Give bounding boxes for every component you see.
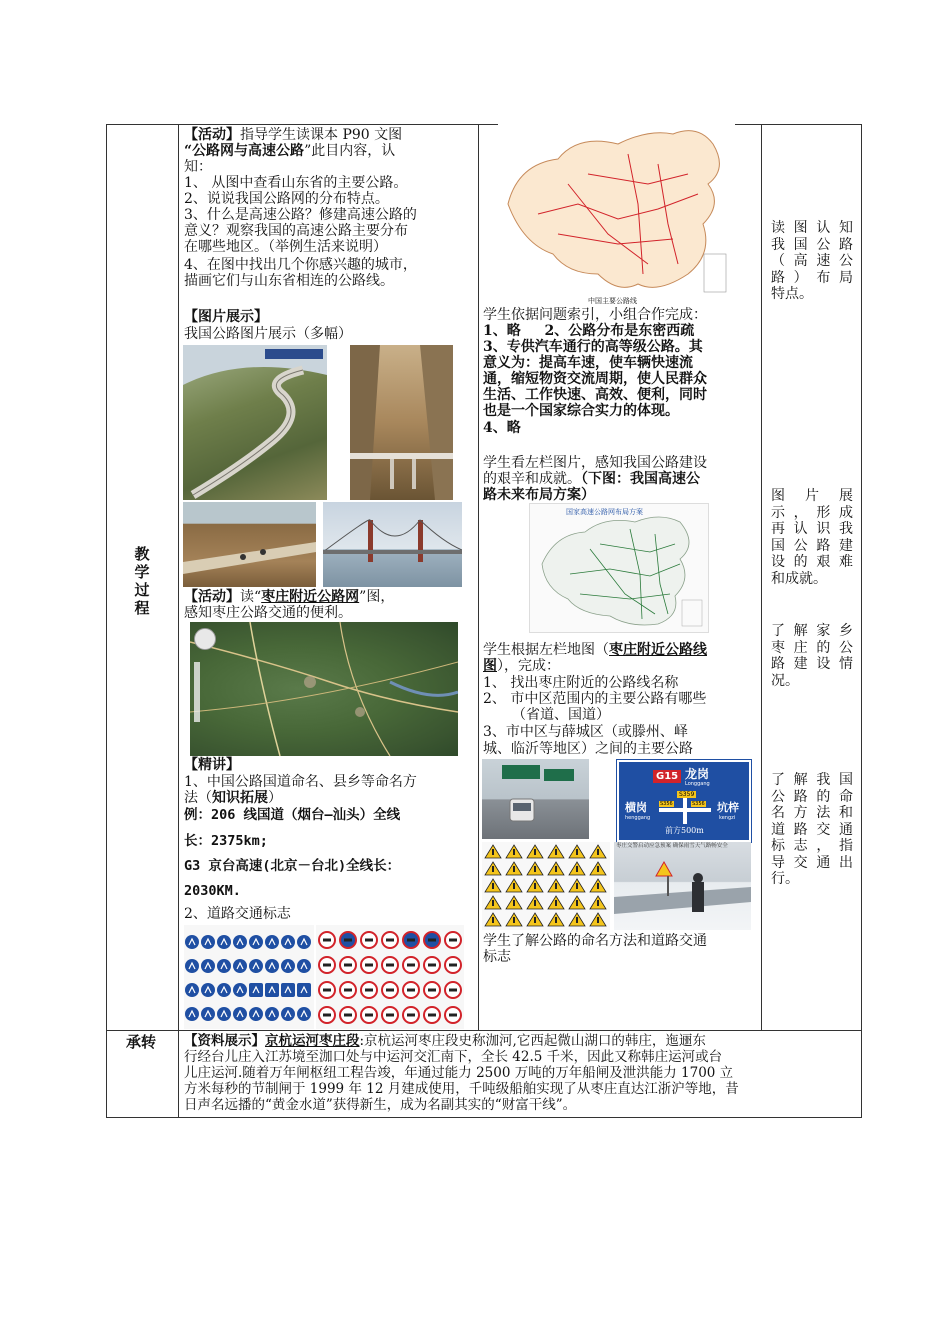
warning-sign-icon [527,845,543,858]
snow-photo-caption: 枣庄交警启动应急预案 确保雨雪天气路畅安全 [616,843,728,849]
red-sign-icon [319,1007,335,1023]
warning-sign-icon [485,862,501,875]
design-intent-4 [771,772,853,888]
intent-line: 图 片 展 [771,488,854,504]
intent-line: 标 志 ， 指 [771,838,854,854]
sign-s356-badge-left: S356 [660,801,673,807]
warning-sign-icon [485,845,501,858]
material-line3: 儿庄运河.随着万年闸枢纽工程告竣，年通过能力 2500 万吨的万年船闸及泄洪能力 1700 立 [184,1065,734,1081]
perceive-text: 的艰辛和成就。 [483,471,581,487]
sign-s359-badge: S359 [679,791,695,798]
red-sign-icon [403,982,419,998]
material-line5: 日声名远播的“黄金水道”获得新生，成为名副其实的“财富干线”。 [184,1097,577,1113]
canyon-bridge-photo [350,345,453,500]
snow-photo-drawing [614,842,751,930]
knowledge-expand: 知识拓展 [212,790,268,806]
activity-text: ”图， [359,589,395,605]
blue-traffic-signs-chart [184,925,314,1029]
sign-right-name: 坑梓 [717,801,739,814]
activity-text: 指导学生读课本 P90 文图 [240,127,403,143]
map-task-name: 枣庄附近公路线 [609,642,707,658]
intent-line: 我 国 公 路 [771,236,854,253]
student-answer-line4: 意义为：提高车速，使车辆快速流 [483,355,693,371]
student-naming-line1: 学生了解公路的命名方法和道路交通 [483,933,707,949]
red-sign-icon [445,1007,461,1023]
china-road-map [498,124,734,304]
student-answer-line1: 学生依据问题索引，小组合作完成： [483,307,707,323]
sign-cross-horizontal [659,808,711,812]
warning-sign-icon [506,913,522,926]
student-map-item1: 1、 找出枣庄附近的公路线名称 [483,675,679,691]
red-sign-icon [424,957,440,973]
design-intent-2 [771,488,853,587]
intent-line: 路 ） 布 局 [771,269,854,286]
label-teaching-process [133,545,151,617]
road-construction-drawing [183,502,316,587]
highway-mountain-drawing [183,345,327,500]
red-sign-icon [403,1007,419,1023]
intent-line: 行。 [771,871,799,887]
activity2-line1 [184,589,394,606]
example-line1: 例：206 线国道（烟台—汕头）全线 [184,807,401,823]
blue-sign-icon [233,1007,247,1021]
red-sign-icon [424,982,440,998]
red-sign-icon [445,957,461,973]
warning-signs-chart [482,842,610,930]
red-sign-icon [361,1007,377,1023]
intent-line: 设 的 艰 难 [771,554,854,570]
warning-sign-icon [485,879,501,892]
blue-sign-icon [185,1007,199,1021]
red-sign-icon [340,982,356,998]
intent-line: （ 高 速 公 [771,253,854,269]
lecture-line2 [184,790,282,807]
material-line1 [184,1033,706,1050]
blue-sign-icon [249,935,263,949]
intent-line: 读 图 认 知 [771,220,854,236]
heading-text: 【图片展示 [184,309,254,325]
student-answer-line5: 通，缩短物资交流周期，使人民群众 [483,371,707,387]
blue-sign-icon [265,1007,279,1021]
student-map-line2 [483,658,560,675]
red-sign-icon [382,1007,398,1023]
student-map-item2: 2、 市中区范围内的主要公路有哪些 [483,691,707,707]
g15-badge: G15 [653,770,681,783]
activity1-item3c: 在哪些地区。（举例生活来说明） [184,239,387,255]
student-perceive-line1: 学生看左栏图片，感知我国公路建设 [483,455,707,471]
blue-sign-icon [185,959,199,973]
student-perceive-line3: 路未来布局方案） [483,487,595,503]
blue-sign-icon [233,983,247,997]
row-divider [106,1030,862,1031]
red-sign-icon [361,957,377,973]
red-sign-icon [424,1007,440,1023]
snow-traffic-police-photo [614,842,751,930]
material-line4: 方米每秒的节制闸于 1999 年 12 月建成使用，千吨级船舶实现了从枣庄直达江浙沪等地，昔 [184,1081,739,1097]
table-left-border [106,124,107,1118]
blue-sign-icon [233,935,247,949]
material-heading: 【资料展示】 [184,1033,265,1049]
intent-line: 况。 [771,672,799,689]
warning-sign-icon [548,896,564,909]
warning-sign-icon [569,845,585,858]
direction-road-sign [617,760,751,842]
student-map-line1 [483,642,707,659]
intent-line: 道 路 交 通 [771,821,854,838]
intent-line: 特点。 [771,286,813,302]
label-char: 教 [134,545,150,563]
highway-plan-title: 国家高速公路网布局方案 [566,508,643,516]
sign-s356-badge-right: S356 [692,801,705,807]
blue-sign-icon [297,1007,311,1021]
warning-signs-drawing [482,842,610,930]
red-sign-icon [340,932,356,948]
warning-sign-icon [527,896,543,909]
blue-sign-icon [201,1007,215,1021]
activity-text: 读“ [240,589,262,605]
highway-car-photo [482,759,589,839]
warning-sign-icon [548,862,564,875]
sign-right-en: kengzi [719,815,736,821]
blue-sign-icon [281,959,295,973]
blue-sign-icon [297,959,311,973]
activity2-line2: 感知枣庄公路交通的便利。 [184,605,352,621]
blue-sign-icon [185,935,199,949]
warning-sign-icon [590,896,606,909]
student-answer-line6: 生活、工作快速、高效、便利，同时 [483,387,707,403]
blue-sign-icon [281,983,295,997]
warning-sign-icon [527,879,543,892]
red-sign-icon [382,957,398,973]
warning-sign-icon [527,862,543,875]
student-perceive-line2 [483,471,700,488]
blue-sign-icon [185,983,199,997]
quote: “ [184,143,193,159]
label-char: 学 [134,563,150,581]
blue-sign-icon [201,959,215,973]
map-task-name: 图 [483,658,497,674]
activity1-line1 [184,127,402,144]
warning-sign-icon [590,862,606,875]
warning-sign-icon [548,879,564,892]
example-line4: 2030KM. [184,883,241,899]
intent-line: 示 ， 形 成 [771,504,854,521]
lecture-text: ） [268,790,282,806]
sign-town-name: 龙岗 [685,767,710,781]
student-map-item3b: 城、临沂等地区）之间的主要公路 [483,741,693,757]
lecture-line3: 2、道路交通标志 [184,906,291,922]
activity1-line3: 知： [184,159,212,175]
warning-sign-icon [485,896,501,909]
warning-sign-icon [548,845,564,858]
red-sign-icon [445,982,461,998]
warning-sign-icon [506,896,522,909]
intent-line: 和成就。 [771,570,827,587]
zaozhuang-map-drawing [190,622,458,756]
activity1-item3b: 意义？观察我国的高速公路主要分布 [184,223,408,239]
activity-text: ”此目内容，认 [304,143,396,159]
blue-sign-icon [201,935,215,949]
label-char: 程 [134,599,150,617]
red-sign-icon [319,982,335,998]
example-line2: 长：2375km; [184,833,268,849]
suspension-bridge-photo [323,502,462,587]
red-sign-icon [382,982,398,998]
table-top-border-right [735,124,862,125]
warning-sign-icon [590,879,606,892]
map-task-text: 学生根据左栏地图（ [483,642,609,658]
table-top-border [106,124,500,125]
lecture-line1: 1、中国公路国道命名、县乡等命名方 [184,774,417,790]
activity-heading: 【活动】 [184,127,240,143]
blue-sign-icon [265,983,279,997]
warning-sign-icon [506,879,522,892]
picture-show-heading [184,309,268,326]
highway-mountain-photo [183,345,327,500]
table-bottom-border [106,1117,862,1118]
intent-line: 了 解 家 乡 [771,623,854,639]
blue-signs-drawing [184,925,314,1029]
activity-heading: 【活动】 [184,589,240,605]
lecture-heading: 【精讲】 [184,757,240,773]
blue-sign-icon [217,1007,231,1021]
student-map-item3a: 3、市中区与薛城区（或滕州、峄 [483,724,688,740]
sign-distance: 前方500m [665,826,704,835]
highway-car-drawing [482,759,589,839]
red-sign-icon [319,957,335,973]
highway-network-plan-map [529,503,709,633]
material-line2: 行经台儿庄入江苏境至泇口处与中运河交汇南下，全长 42.5 千米，因此又称韩庄运河或台 [184,1049,723,1065]
warning-sign-icon [527,913,543,926]
china-map-caption: 中国主要公路线 [588,297,637,305]
intent-line: 路 建 设 情 [771,656,854,672]
map-navigation-control-icon[interactable] [194,628,216,650]
highway-plan-drawing [530,504,708,632]
blue-sign-icon [281,1007,295,1021]
col-divider-2 [478,124,479,1030]
activity1-item4a: 4、在图中找出几个你感兴趣的城市， [184,257,417,273]
red-sign-icon [361,982,377,998]
intent-line: 公 路 的 命 [771,788,854,805]
heading-bracket: 】 [254,309,268,325]
col-divider-3 [761,124,762,1030]
material-title: 京杭运河枣庄段 [265,1033,360,1049]
red-signs-drawing [316,925,464,1029]
intent-line: 枣 庄 的 公 [771,639,854,656]
design-intent-3 [771,623,853,689]
warning-sign-icon [548,913,564,926]
red-sign-icon [424,932,440,948]
warning-sign-icon [590,845,606,858]
student-naming-line2: 标志 [483,949,511,965]
warning-sign-icon [485,913,501,926]
activity1-item4b: 描画它们与山东省相连的公路线。 [184,273,394,289]
blue-sign-icon [201,983,215,997]
col-divider-1 [178,124,179,1118]
intent-line: 国 公 路 建 [771,537,854,554]
warning-sign-icon [506,845,522,858]
intent-line: 名 方 法 和 [771,805,854,821]
canyon-bridge-drawing [350,345,453,500]
sign-town-en: Longgang [685,781,710,787]
blue-sign-icon [281,935,295,949]
blue-sign-icon [249,959,263,973]
red-sign-icon [361,932,377,948]
lecture-text: 法（ [184,790,212,806]
example-line3: G3 京台高速(北京－台北)全线长： [184,858,401,874]
warning-sign-icon [569,896,585,909]
activity1-item1: 1、 从图中查看山东省的主要公路。 [184,175,408,191]
blue-sign-icon [217,935,231,949]
red-sign-icon [382,932,398,948]
warning-sign-icon [569,879,585,892]
blue-sign-icon [249,983,263,997]
red-sign-icon [340,1007,356,1023]
blue-sign-icon [297,983,311,997]
blue-sign-icon [249,1007,263,1021]
section-name: 公路网与高速公路 [192,143,305,159]
label-char: 过 [134,581,150,599]
red-sign-icon [445,932,461,948]
warning-sign-icon [569,862,585,875]
intent-line: 导 交 通 出 [771,854,854,871]
warning-sign-icon [506,862,522,875]
blue-sign-icon [265,935,279,949]
road-construction-photo [183,502,316,587]
warning-sign-icon [590,913,606,926]
activity1-line2 [184,143,395,160]
sign-left-name: 横岗 [625,801,647,814]
student-answer-line8: 4、略 [483,420,521,436]
table-right-border [861,124,862,1118]
blue-sign-icon [217,959,231,973]
student-answer-line2: 1、略 2、公路分布是东密西疏 [483,323,695,339]
warning-sign-icon [569,913,585,926]
suspension-bridge-drawing [323,502,462,587]
red-traffic-signs-chart [316,925,464,1029]
activity1-item3a: 3、什么是高速公路？修建高速公路的 [184,207,417,223]
blue-sign-icon [217,983,231,997]
picture-show-line: 我国公路图片展示（多幅） [184,326,352,342]
student-answer-line3: 3、专供汽车通行的高等级公路。其 [483,339,703,355]
red-sign-icon [319,932,335,948]
student-answer-line7: 也是一个国家综合实力的体现。 [483,403,679,419]
intent-line: 再 认 识 我 [771,521,854,537]
blue-sign-icon [233,959,247,973]
intent-line: 了 解 我 国 [771,772,854,788]
perceive-note: （下图：我国高速公 [581,471,700,487]
map-name: 枣庄附近公路网 [261,589,360,605]
label-transition: 承转 [126,1033,157,1051]
red-sign-icon [340,957,356,973]
material-text: :京杭运河枣庄段史称泇河,它西起微山湖口的韩庄，迤逦东 [359,1033,706,1049]
student-map-item2b: （省道、国道） [512,707,610,723]
china-road-map-drawing [498,124,734,304]
sign-left-en: henggang [625,815,651,821]
design-intent-1 [771,220,853,303]
red-sign-icon [403,932,419,948]
activity1-item2: 2、说说我国公路网的分布特点。 [184,191,389,207]
red-sign-icon [403,957,419,973]
blue-sign-icon [297,935,311,949]
map-task-text: ），完成： [497,658,560,674]
blue-sign-icon [265,959,279,973]
zaozhuang-road-map[interactable] [190,622,458,756]
